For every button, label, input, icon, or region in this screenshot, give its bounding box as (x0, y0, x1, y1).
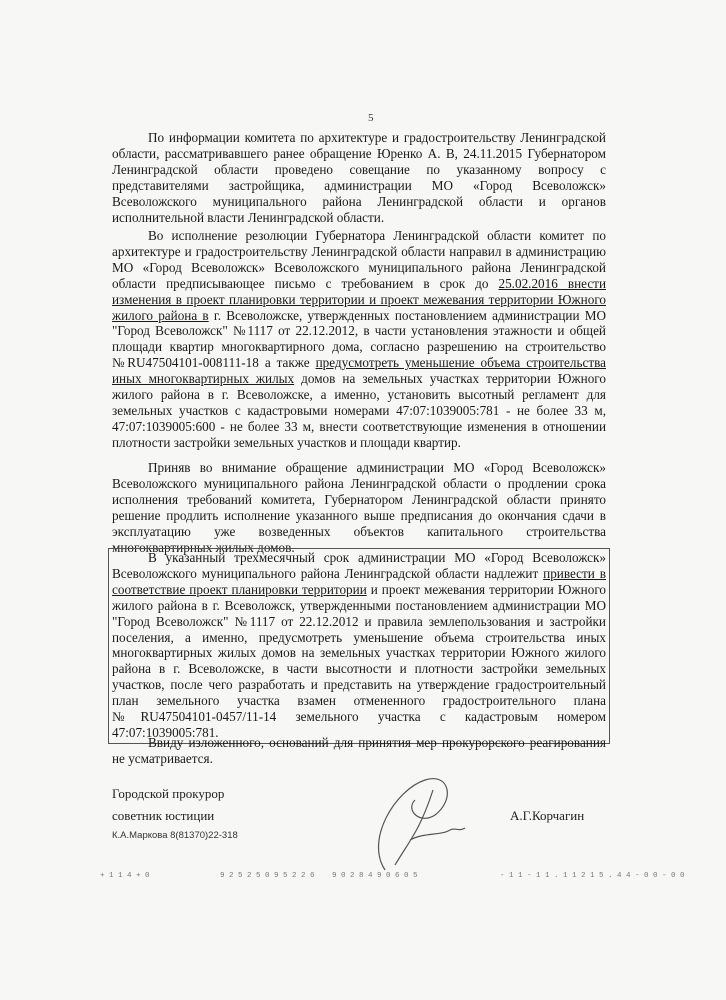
fax-header-text: 9 0 2 8 4 9 0 6 0 5 (332, 872, 418, 880)
paragraph-segment: и проект межевания территории Южного жилого района в г. Всеволожск, утвержденными постановлением администрации МО "Город Всеволожск" №1117 от 22.12.2012 и правила землепользования и застройки поселения, а именно, предусмотреть уменьшение объема строительства иных многоквартирных жилых домов на земельных участках территории Южного жилого района в г. Всеволожске, в части высотности и плотности застройки земельных участков, после чего разработать и представить на утверждение градостроительный план земельного участка взамен отмененного градостроительного плана №RU47504101-0457/11-14 земельного участка с кадастровым номером 47:07:1039005:781. (112, 581, 606, 740)
paragraph-segment: В указанный трехмесячный срок администрации МО «Город Всеволожск» Всеволожского муниципального района Ленинградской области надлежит (112, 550, 606, 581)
paragraph-segment: домов на земельных участках территории Южного жилого района в г. Всеволожске, а именно, установить высотный регламент для земельных участков с кадастровыми номерами 47:07:1039005:781 - не более 33 м, 47:07:1039005:600 - не более 33 м, внести соответствующие изменения в отношении плотности застройки земельных участков и площади квартир. (112, 371, 606, 450)
fax-header-text: 9 2 5 2 5 0 9 5 2 2 6 (220, 872, 315, 880)
underlined-planning: привести в соответствие проект планировки территории (112, 565, 606, 597)
paragraph-text: По информации комитета по архитектуре и градостроительству Ленинградской области, рассматривавшего ранее обращение Юренко А. В, 24.11.2015 Губернатором Ленинградской области проведено совещание по указанному вопросу с представителями застройщика, администрации МО «Город Всеволожск» Всеволожского муниципального района Ленинградской области и органов исполнительной власти Ленинградской области. (112, 130, 606, 225)
paragraph-text (112, 228, 606, 451)
paragraph-conclusion (112, 735, 606, 767)
signer-office: Городской прокурор (112, 786, 225, 801)
paragraph-resolution (112, 228, 606, 451)
fax-header-text: + 1 1 4 + 0 (100, 872, 150, 880)
signer-name: А.Г.Корчагин (510, 808, 585, 823)
paragraph-committee-info (112, 130, 606, 225)
underlined-deadline: 25.02.2016 внести изменения в проект планировки территории и проект межевания территории Южного жилого района в (112, 275, 607, 323)
paragraph-segment: г. Всеволожске, утвержденных постановлением администрации МО "Город Всеволожск" №1117 от 22.12.2012, в части установления этажности и общей площади квартир многоквартирного дома, согласно разрешению на строительство №RU47504101-008111-18 а также (112, 307, 606, 371)
paragraph-segment: Во исполнение резолюции Губернатора Ленинградской области комитет по архитектуре и градостроительству Ленинградской области направил в администрацию МО «Город Всеволожск» Всеволожского муниципального района Ленинградской области предписывающее письмо с требованием в срок до (112, 228, 606, 291)
paragraph-extension (112, 460, 606, 555)
paragraph-boxed-requirement (108, 548, 610, 744)
paragraph-text (112, 550, 606, 741)
executor-contact: К.А.Маркова 8(81370)22-318 (112, 830, 238, 841)
underlined-reduction: предусмотреть уменьшение объема строительства иных многоквартирных жилых (112, 355, 606, 387)
paragraph-text: Ввиду изложенного, оснований для принятия мер прокурорского реагирования не усматривается. (112, 735, 606, 766)
signer-rank: советник юстиции (112, 808, 215, 823)
fax-header-text: - 1 1 - 1 1 . 1 1 2 1 5 . 4 4 - 0 0 - 0 0 (500, 872, 685, 880)
page-number: 5 (368, 112, 374, 124)
paragraph-text: Приняв во внимание обращение администрации МО «Город Всеволожск» Всеволожского муниципального района Ленинградской области о продлении срока исполнения требований комитета, Губернатором Ленинградской области принято решение продлить исполнение указанного выше предписания до окончания сдачи в эксплуатацию уже возведенных объектов капитального строительства многоквартирных жилых домов. (112, 460, 606, 555)
handwritten-signature (355, 770, 475, 880)
